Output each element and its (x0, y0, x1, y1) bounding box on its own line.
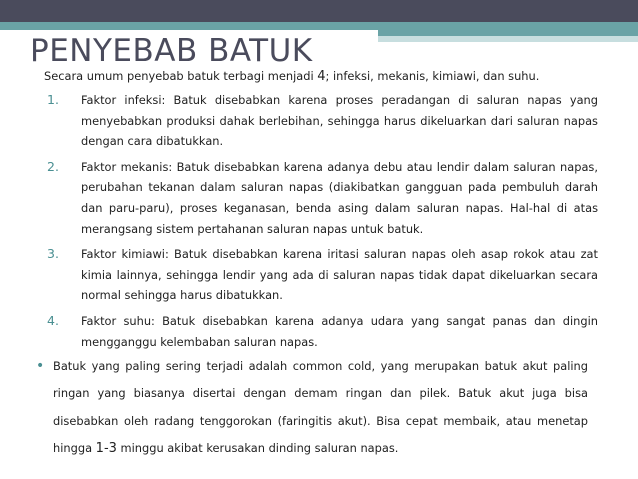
intro-text (44, 69, 539, 84)
bullet-icon: • (36, 358, 45, 374)
list-number: 4. (47, 312, 59, 328)
list-number: 3. (47, 246, 59, 262)
causes-list (44, 90, 598, 357)
title-accent-band-light (378, 36, 638, 42)
list-item (44, 244, 598, 306)
list-number: 1. (47, 92, 59, 107)
bullet-text-after: minggu akibat kerusakan dinding saluran napas. (116, 441, 399, 456)
header-accent-band (0, 22, 638, 30)
header-bar (0, 0, 638, 22)
slide-title: PENYEBAB BATUK (30, 33, 313, 69)
list-item-text: Faktor kimiawi: Batuk disebabkan karena iritasi saluran napas oleh asap rokok atau zat kimia lainnya, sehingga lendir yang ada di saluran napas tidak dapat dikeluarkan secara normal sehingga harus dibatukkan. (81, 247, 598, 303)
list-item (44, 311, 598, 352)
list-item (44, 90, 598, 152)
intro-before: Secara umum penyebab batuk terbagi menjadi (44, 69, 318, 83)
bullet-text-before: Batuk yang paling sering terjadi adalah common cold, yang merupakan batuk akut paling ringan yang biasanya disertai dengan demam ringan dan pilek. Batuk akut juga bisa disebabkan oleh radang tenggorokan (faringitis akut). Bisa cepat membaik, atau menetap hingga (53, 359, 588, 456)
list-item (44, 157, 598, 239)
list-number: 2. (47, 158, 59, 174)
list-item-text: Faktor infeksi: Batuk disebabkan karena proses peradangan di saluran napas yang menyebabkan produksi dahak berlebihan, sehingga harus dikeluarkan dari saluran napas dengan cara dibatukkan. (81, 93, 598, 149)
intro-after: ; infeksi, mekanis, kimiawi, dan suhu. (325, 69, 540, 83)
list-item-text: Faktor mekanis: Batuk disebabkan karena adanya debu atau lendir dalam saluran napas, perubahan tekanan dalam saluran napas (diakibatkan gangguan pada pembuluh darah dan paru-paru), proses keganasan, benda asing dalam saluran napas. Hal-hal di atas merangsang sistem pertahanan saluran napas untuk batuk. (81, 159, 598, 236)
intro-count: 4 (317, 69, 326, 84)
common-cold-paragraph (36, 353, 588, 463)
list-item-text: Faktor suhu: Batuk disebabkan karena adanya udara yang sangat panas dan dingin mengganggu kelembaban saluran napas. (81, 313, 598, 349)
bullet-range: 1-3 (95, 441, 117, 457)
